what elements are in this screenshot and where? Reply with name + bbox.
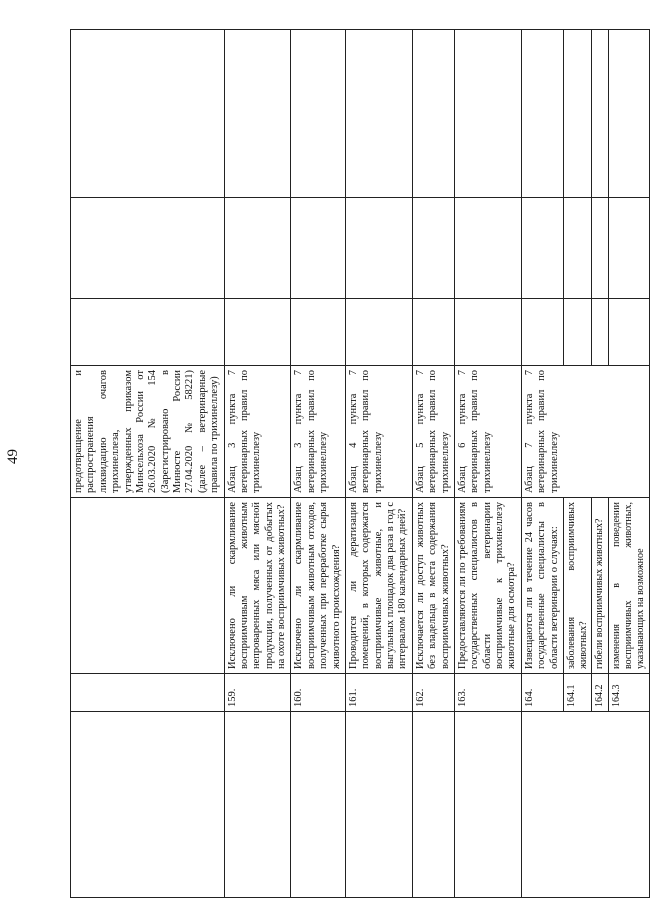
- row-number: 164.3: [609, 674, 649, 712]
- empty-cell: [345, 712, 412, 898]
- answer-cell: [563, 299, 592, 366]
- answer-cell: [454, 198, 521, 299]
- empty-cell: [71, 712, 225, 898]
- reference-continuation: предотвращение и распространения ликвидацию очагов трихинеллеза, утвержденных приказом Минсельхоза России от 26.03.2020 № 154 (Зарегистрировано в Минюсте России 27.04.2020 № 58221) (далее – ветеринарные правила по трихинеллезу): [71, 366, 225, 498]
- table-row: [454, 30, 521, 898]
- answer-cell: [291, 299, 346, 366]
- legal-reference: Абзац 3 пункта 7 ветеринарных правил по трихинеллезу: [291, 366, 346, 498]
- row-number: 159.: [224, 674, 291, 712]
- empty-cell: [71, 299, 225, 366]
- empty-cell: [521, 712, 649, 898]
- row-number: 161.: [345, 674, 412, 712]
- answer-cell: [592, 198, 609, 299]
- table-row: [521, 30, 563, 898]
- answer-cell: [291, 198, 346, 299]
- table-row: [224, 30, 291, 898]
- empty-cell: [412, 712, 454, 898]
- empty-cell: [71, 198, 225, 299]
- empty-cell: [224, 712, 291, 898]
- row-number: 160.: [291, 674, 346, 712]
- row-number: 164.: [521, 674, 563, 712]
- empty-cell: [291, 712, 346, 898]
- row-number: 163.: [454, 674, 521, 712]
- empty-cell: [71, 30, 225, 198]
- question-text: изменения в поведении восприимчивых животных, указывающих на возможное: [609, 498, 649, 674]
- answer-cell: [609, 299, 649, 366]
- note-cell: [563, 30, 592, 198]
- question-text: Предоставляются ли по требованиям государственных специалистов в области ветеринарии восприимчивые к трихинеллезу животные для осмотра?: [454, 498, 521, 674]
- answer-cell: [345, 198, 412, 299]
- empty-cell: [71, 674, 225, 712]
- question-text: заболевания восприимчивых животных?: [563, 498, 592, 674]
- checklist-table-rotated: [70, 62, 646, 898]
- answer-cell: [345, 299, 412, 366]
- question-text: Извещаются ли в течение 24 часов государственные специалисты в области ветеринарии о случаях:: [521, 498, 563, 674]
- page-number: 49: [5, 449, 21, 464]
- answer-cell: [521, 198, 563, 299]
- answer-cell: [224, 198, 291, 299]
- answer-cell: [454, 299, 521, 366]
- note-cell: [454, 30, 521, 198]
- answer-cell: [224, 299, 291, 366]
- question-text: гибели восприимчивых животных?: [592, 498, 609, 674]
- answer-cell: [592, 299, 609, 366]
- note-cell: [345, 30, 412, 198]
- note-cell: [412, 30, 454, 198]
- answer-cell: [563, 198, 592, 299]
- empty-cell: [454, 712, 521, 898]
- legal-reference: Абзац 7 пункта 7 ветеринарных правил по трихинеллезу: [521, 366, 649, 498]
- legal-reference: Абзац 6 пункта 7 ветеринарных правил по трихинеллезу: [454, 366, 521, 498]
- question-text: Исключено ли скармливание восприимчивым животным непроваренных мяса или мясной продукции, полученных от добытых на охоте восприимчивых животных?: [224, 498, 291, 674]
- row-number: 164.2: [592, 674, 609, 712]
- question-text: Исключается ли доступ животных без владельца в места содержания восприимчивых животных?: [412, 498, 454, 674]
- note-cell: [521, 30, 563, 198]
- note-cell: [592, 30, 609, 198]
- legal-reference: Абзац 5 пункта 7 ветеринарных правил по трихинеллезу: [412, 366, 454, 498]
- answer-cell: [609, 198, 649, 299]
- note-cell: [609, 30, 649, 198]
- table-row: [71, 30, 225, 898]
- legal-reference: Абзац 3 пункта 7 ветеринарных правил по трихинеллезу: [224, 366, 291, 498]
- row-number: 164.1: [563, 674, 592, 712]
- empty-cell: [71, 498, 225, 674]
- table-row: [412, 30, 454, 898]
- answer-cell: [521, 299, 563, 366]
- legal-reference: Абзац 4 пункта 7 ветеринарных правил по трихинеллезу: [345, 366, 412, 498]
- question-text: Исключено ли скармливание восприимчивым животным отходов, полученных при переработке сырья животного происхождения?: [291, 498, 346, 674]
- table-row: [345, 30, 412, 898]
- checklist-table: [70, 29, 650, 898]
- note-cell: [224, 30, 291, 198]
- table-row: [291, 30, 346, 898]
- answer-cell: [412, 299, 454, 366]
- question-text: Проводится ли дератизация помещений, в которых содержатся восприимчивые животные, и выгульных площадок два раза в год с интервалом 180 календарных дней?: [345, 498, 412, 674]
- note-cell: [291, 30, 346, 198]
- answer-cell: [412, 198, 454, 299]
- row-number: 162.: [412, 674, 454, 712]
